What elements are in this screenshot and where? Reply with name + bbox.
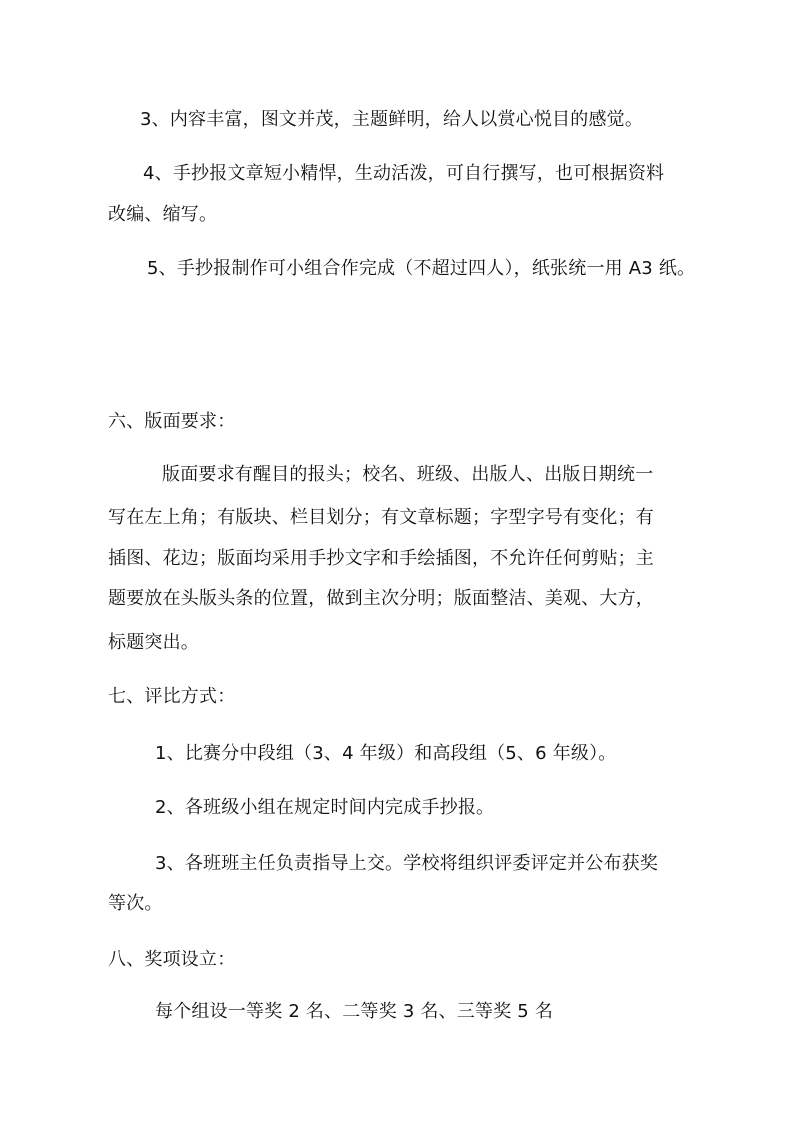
section-6-paragraph-line-1: 版面要求有醒目的报头；校名、班级、出版人、出版日期统一 bbox=[162, 464, 654, 485]
section-6-heading: 六、版面要求： bbox=[108, 411, 236, 432]
section-6-paragraph-line-4: 题要放在头版头条的位置，做到主次分明；版面整洁、美观、大方， bbox=[108, 588, 654, 609]
section-7-item-3-line-2: 等次。 bbox=[108, 893, 163, 914]
section-6-paragraph-line-2: 写在左上角；有版块、栏目划分；有文章标题；字型字号有变化；有 bbox=[108, 507, 654, 528]
requirement-3: 3、内容丰富，图文并茂，主题鲜明，给人以赏心悦目的感觉。 bbox=[140, 109, 644, 130]
section-6-paragraph-line-3: 插图、花边；版面均采用手抄文字和手绘插图，不允许任何剪贴；主 bbox=[108, 548, 654, 569]
requirement-4-line-2: 改编、缩写。 bbox=[108, 204, 218, 225]
section-8-text: 每个组设一等奖 2 名、二等奖 3 名、三等奖 5 名 bbox=[155, 1001, 554, 1022]
requirement-5: 5、手抄报制作可小组合作完成（不超过四人），纸张统一用 A3 纸。 bbox=[147, 258, 696, 279]
section-8-heading: 八、奖项设立： bbox=[108, 949, 236, 970]
section-7-item-1: 1、比赛分中段组（3、4 年级）和高段组（5、6 年级）。 bbox=[155, 743, 617, 764]
section-7-item-2: 2、各班级小组在规定时间内完成手抄报。 bbox=[155, 797, 495, 818]
requirement-4-line-1: 4、手抄报文章短小精悍，生动活泼，可自行撰写，也可根据资料 bbox=[143, 163, 665, 184]
section-6-paragraph-line-5: 标题突出。 bbox=[108, 632, 199, 653]
section-7-heading: 七、评比方式： bbox=[108, 686, 236, 707]
section-7-item-3-line-1: 3、各班班主任负责指导上交。学校将组织评委评定并公布获奖 bbox=[155, 853, 659, 874]
